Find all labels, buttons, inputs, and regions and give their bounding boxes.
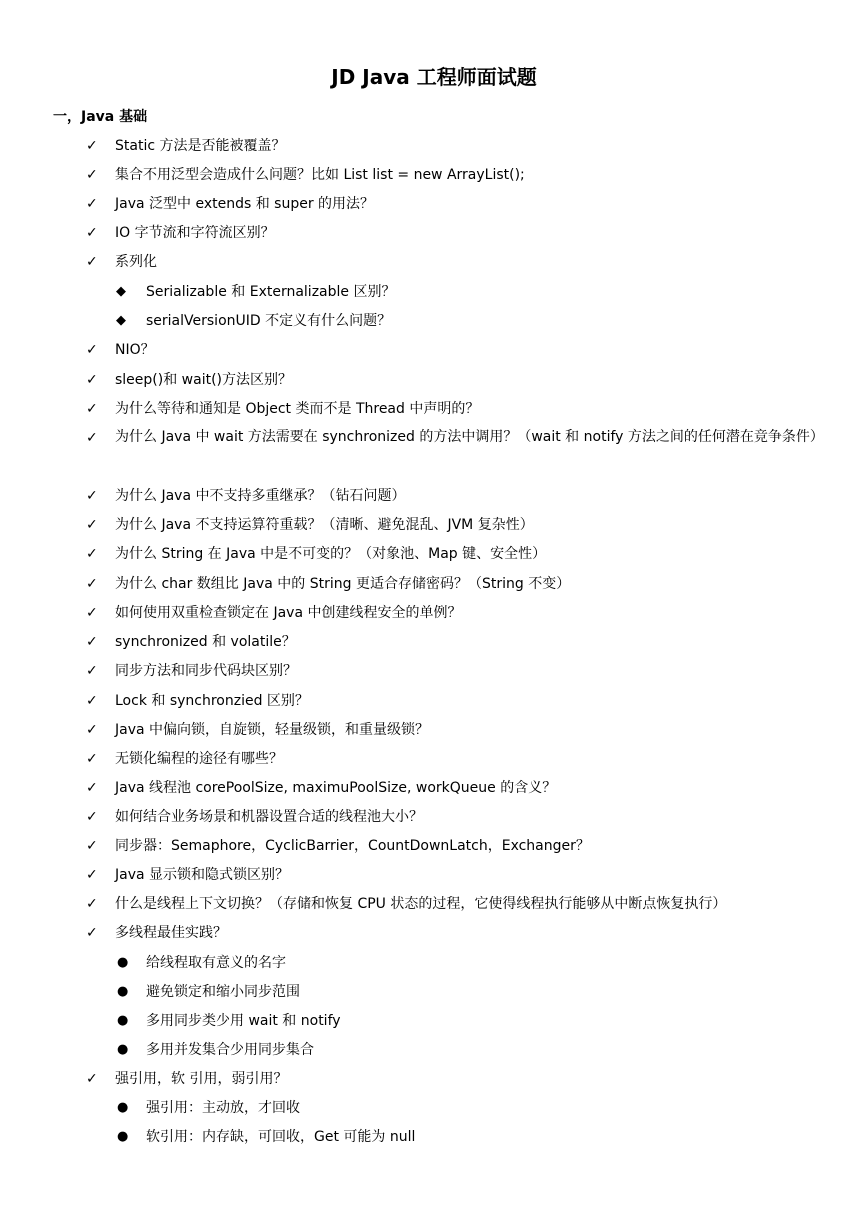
list-item: 如何结合业务场景和机器设置合适的线程池大小？ (115, 809, 423, 825)
bullet-icon: ● (117, 984, 129, 999)
list-item: 为什么 Java 中不支持多重继承？（钻石问题） (115, 488, 406, 504)
check-icon: ✓ (86, 809, 98, 825)
check-icon: ✓ (86, 634, 98, 650)
list-item: Java 中偏向锁，自旋锁，轻量级锁，和重量级锁？ (115, 722, 430, 738)
list-item: 为什么等待和通知是 Object 类而不是 Thread 中声明的？ (115, 401, 480, 417)
list-item: NIO？ (115, 342, 155, 358)
list-item: 同步方法和同步代码块区别？ (115, 663, 297, 679)
document-title: JD Java 工程师面试题 (331, 65, 537, 89)
list-item: 为什么 char 数组比 Java 中的 String 更适合存储密码？（String 不变） (115, 576, 571, 592)
bullet-icon: ● (117, 955, 129, 970)
list-item: 系列化 (115, 254, 157, 270)
list-item: sleep()和 wait()方法区别？ (115, 372, 293, 388)
sub-list-item: 软引用：内存缺，可回收，Get 可能为 null (146, 1129, 416, 1145)
check-icon: ✓ (86, 576, 98, 592)
list-item: synchronized 和 volatile？ (115, 634, 296, 650)
check-icon: ✓ (86, 138, 98, 154)
list-item: 同步器：Semaphore，CyclicBarrier，CountDownLatch，Exchanger？ (115, 838, 590, 854)
check-icon: ✓ (86, 925, 98, 941)
section-heading: 一，Java 基础 (53, 109, 148, 125)
check-icon: ✓ (86, 488, 98, 504)
check-icon: ✓ (86, 254, 98, 270)
list-item: Java 线程池 corePoolSize, maximuPoolSize, workQueue 的含义？ (115, 780, 557, 796)
diamond-bullet-icon: ◆ (116, 313, 126, 328)
check-icon: ✓ (86, 663, 98, 679)
diamond-bullet-icon: ◆ (116, 284, 126, 299)
sub-list-item: 强引用：主动放，才回收 (146, 1100, 300, 1116)
check-icon: ✓ (86, 546, 98, 562)
sub-list-item: 多用并发集合少用同步集合 (146, 1042, 314, 1058)
list-item: IO 字节流和字符流区别？ (115, 225, 275, 241)
check-icon: ✓ (86, 225, 98, 241)
check-icon: ✓ (86, 517, 98, 533)
list-item: 什么是线程上下文切换？（存储和恢复 CPU 状态的过程，它使得线程执行能够从中断点恢复执行） (115, 896, 727, 912)
list-item: Static 方法是否能被覆盖？ (115, 138, 286, 154)
check-icon: ✓ (86, 867, 98, 883)
check-icon: ✓ (86, 896, 98, 912)
check-icon: ✓ (86, 342, 98, 358)
bullet-icon: ● (117, 1129, 129, 1144)
sub-list-item: 给线程取有意义的名字 (146, 955, 286, 971)
check-icon: ✓ (86, 722, 98, 738)
list-item: Java 泛型中 extends 和 super 的用法？ (115, 196, 375, 212)
list-item: 为什么 String 在 Java 中是不可变的？（对象池、Map 键、安全性） (115, 546, 547, 562)
check-icon: ✓ (86, 1071, 98, 1087)
list-item: 为什么 Java 中 wait 方法需要在 synchronized 的方法中调用？（wait 和 notify 方法之间的任何潜在竞争条件） (115, 429, 824, 445)
sub-list-item: Serializable 和 Externalizable 区别？ (146, 284, 396, 300)
check-icon: ✓ (86, 751, 98, 767)
check-icon: ✓ (86, 372, 98, 388)
list-item: 多线程最佳实践？ (115, 925, 227, 941)
bullet-icon: ● (117, 1042, 129, 1057)
check-icon: ✓ (86, 605, 98, 621)
bullet-icon: ● (117, 1013, 129, 1028)
check-icon: ✓ (86, 780, 98, 796)
list-item: 为什么 Java 不支持运算符重载？（清晰、避免混乱、JVM 复杂性） (115, 517, 534, 533)
check-icon: ✓ (86, 430, 98, 446)
list-item: 集合不用泛型会造成什么问题？比如 List list = new ArrayList(); (115, 167, 525, 183)
sub-list-item: 避免锁定和缩小同步范围 (146, 984, 300, 1000)
check-icon: ✓ (86, 401, 98, 417)
list-item: Lock 和 synchronzied 区别？ (115, 693, 309, 709)
check-icon: ✓ (86, 167, 98, 183)
list-item: 强引用，软 引用，弱引用？ (115, 1071, 288, 1087)
list-item: 无锁化编程的途径有哪些？ (115, 751, 283, 767)
sub-list-item: serialVersionUID 不定义有什么问题？ (146, 313, 392, 329)
check-icon: ✓ (86, 838, 98, 854)
check-icon: ✓ (86, 196, 98, 212)
list-item: 如何使用双重检查锁定在 Java 中创建线程安全的单例？ (115, 605, 462, 621)
sub-list-item: 多用同步类少用 wait 和 notify (146, 1013, 341, 1029)
bullet-icon: ● (117, 1100, 129, 1115)
list-item: Java 显示锁和隐式锁区别？ (115, 867, 290, 883)
check-icon: ✓ (86, 693, 98, 709)
